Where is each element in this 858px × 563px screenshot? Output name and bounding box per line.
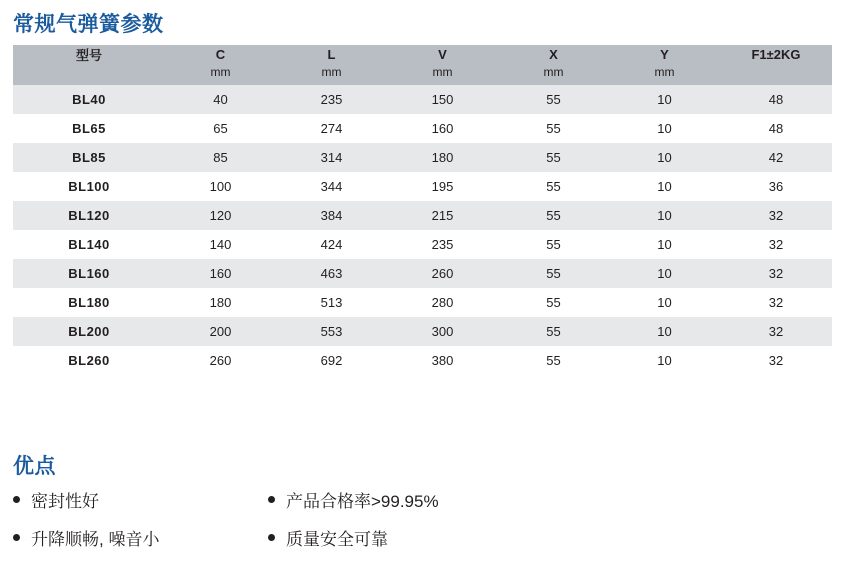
cell-model: BL180: [13, 288, 165, 317]
cell-v: 195: [387, 172, 498, 201]
table-row: [13, 172, 832, 201]
cell-x: 55: [498, 172, 609, 201]
cell-l: 235: [276, 85, 387, 114]
cell-y: 10: [609, 317, 720, 346]
cell-v: 150: [387, 85, 498, 114]
cell-y: 10: [609, 288, 720, 317]
advantages-list: [13, 487, 573, 563]
cell-v: 160: [387, 114, 498, 143]
cell-f1: 48: [720, 85, 832, 114]
unit-l: mm: [276, 64, 387, 85]
cell-l: 384: [276, 201, 387, 230]
cell-model: BL100: [13, 172, 165, 201]
unit-c: mm: [165, 64, 276, 85]
cell-v: 215: [387, 201, 498, 230]
cell-f1: 32: [720, 288, 832, 317]
cell-l: 513: [276, 288, 387, 317]
cell-v: 235: [387, 230, 498, 259]
cell-l: 553: [276, 317, 387, 346]
table-header-row: [13, 45, 832, 64]
cell-f1: 48: [720, 114, 832, 143]
column-header-x: X: [498, 45, 609, 64]
cell-c: 100: [165, 172, 276, 201]
cell-model: BL160: [13, 259, 165, 288]
cell-v: 300: [387, 317, 498, 346]
cell-x: 55: [498, 143, 609, 172]
list-item: [13, 525, 268, 550]
table-body: [13, 85, 832, 375]
advantages-title: 优点: [13, 455, 56, 478]
cell-y: 10: [609, 172, 720, 201]
bullet-icon: [268, 496, 275, 503]
cell-y: 10: [609, 230, 720, 259]
cell-c: 40: [165, 85, 276, 114]
cell-x: 55: [498, 317, 609, 346]
list-item-label: 密封性好: [31, 492, 99, 511]
cell-f1: 32: [720, 259, 832, 288]
cell-x: 55: [498, 114, 609, 143]
cell-l: 692: [276, 346, 387, 375]
cell-c: 120: [165, 201, 276, 230]
cell-y: 10: [609, 259, 720, 288]
cell-l: 424: [276, 230, 387, 259]
cell-f1: 32: [720, 201, 832, 230]
list-item-label: 产品合格率>99.95%: [286, 492, 439, 511]
cell-v: 260: [387, 259, 498, 288]
cell-y: 10: [609, 346, 720, 375]
cell-x: 55: [498, 201, 609, 230]
cell-y: 10: [609, 143, 720, 172]
cell-y: 10: [609, 201, 720, 230]
column-header-y: Y: [609, 45, 720, 64]
unit-f1: [720, 64, 832, 85]
table-row: [13, 114, 832, 143]
table-row: [13, 288, 832, 317]
cell-c: 160: [165, 259, 276, 288]
table-row: [13, 346, 832, 375]
cell-c: 65: [165, 114, 276, 143]
cell-y: 10: [609, 85, 720, 114]
cell-x: 55: [498, 288, 609, 317]
unit-v: mm: [387, 64, 498, 85]
advantages-row: [13, 487, 573, 512]
cell-c: 200: [165, 317, 276, 346]
cell-l: 314: [276, 143, 387, 172]
cell-f1: 36: [720, 172, 832, 201]
table-row: [13, 317, 832, 346]
cell-x: 55: [498, 230, 609, 259]
cell-c: 85: [165, 143, 276, 172]
cell-c: 260: [165, 346, 276, 375]
page-title: 常规气弹簧参数: [13, 13, 164, 36]
column-header-v: V: [387, 45, 498, 64]
list-item: [268, 525, 568, 550]
table-row: [13, 259, 832, 288]
list-item-label: 升降顺畅, 噪音小: [31, 530, 160, 549]
list-item-label: 质量安全可靠: [286, 530, 388, 549]
cell-f1: 42: [720, 143, 832, 172]
cell-model: BL140: [13, 230, 165, 259]
cell-model: BL120: [13, 201, 165, 230]
bullet-icon: [13, 534, 20, 541]
cell-v: 280: [387, 288, 498, 317]
unit-y: mm: [609, 64, 720, 85]
cell-x: 55: [498, 85, 609, 114]
cell-c: 180: [165, 288, 276, 317]
table-row: [13, 143, 832, 172]
cell-x: 55: [498, 346, 609, 375]
column-header-c: C: [165, 45, 276, 64]
cell-y: 10: [609, 114, 720, 143]
cell-f1: 32: [720, 346, 832, 375]
table-row: [13, 201, 832, 230]
cell-f1: 32: [720, 230, 832, 259]
cell-f1: 32: [720, 317, 832, 346]
list-item: [268, 487, 568, 512]
cell-model: BL200: [13, 317, 165, 346]
bullet-icon: [13, 496, 20, 503]
cell-v: 180: [387, 143, 498, 172]
advantages-row: [13, 525, 573, 550]
spec-table-container: [13, 45, 831, 375]
cell-v: 380: [387, 346, 498, 375]
bullet-icon: [268, 534, 275, 541]
table-units-row: [13, 64, 832, 85]
table-header: [13, 45, 832, 85]
table-row: [13, 230, 832, 259]
cell-l: 344: [276, 172, 387, 201]
table-row: [13, 85, 832, 114]
cell-x: 55: [498, 259, 609, 288]
list-item: [13, 487, 268, 512]
cell-c: 140: [165, 230, 276, 259]
column-header-model: 型号: [13, 45, 165, 64]
column-header-l: L: [276, 45, 387, 64]
unit-model: [13, 64, 165, 85]
cell-model: BL85: [13, 143, 165, 172]
cell-model: BL260: [13, 346, 165, 375]
cell-model: BL65: [13, 114, 165, 143]
cell-model: BL40: [13, 85, 165, 114]
unit-x: mm: [498, 64, 609, 85]
column-header-f1: F1±2KG: [720, 45, 832, 64]
spec-table: [13, 45, 832, 375]
cell-l: 274: [276, 114, 387, 143]
cell-l: 463: [276, 259, 387, 288]
